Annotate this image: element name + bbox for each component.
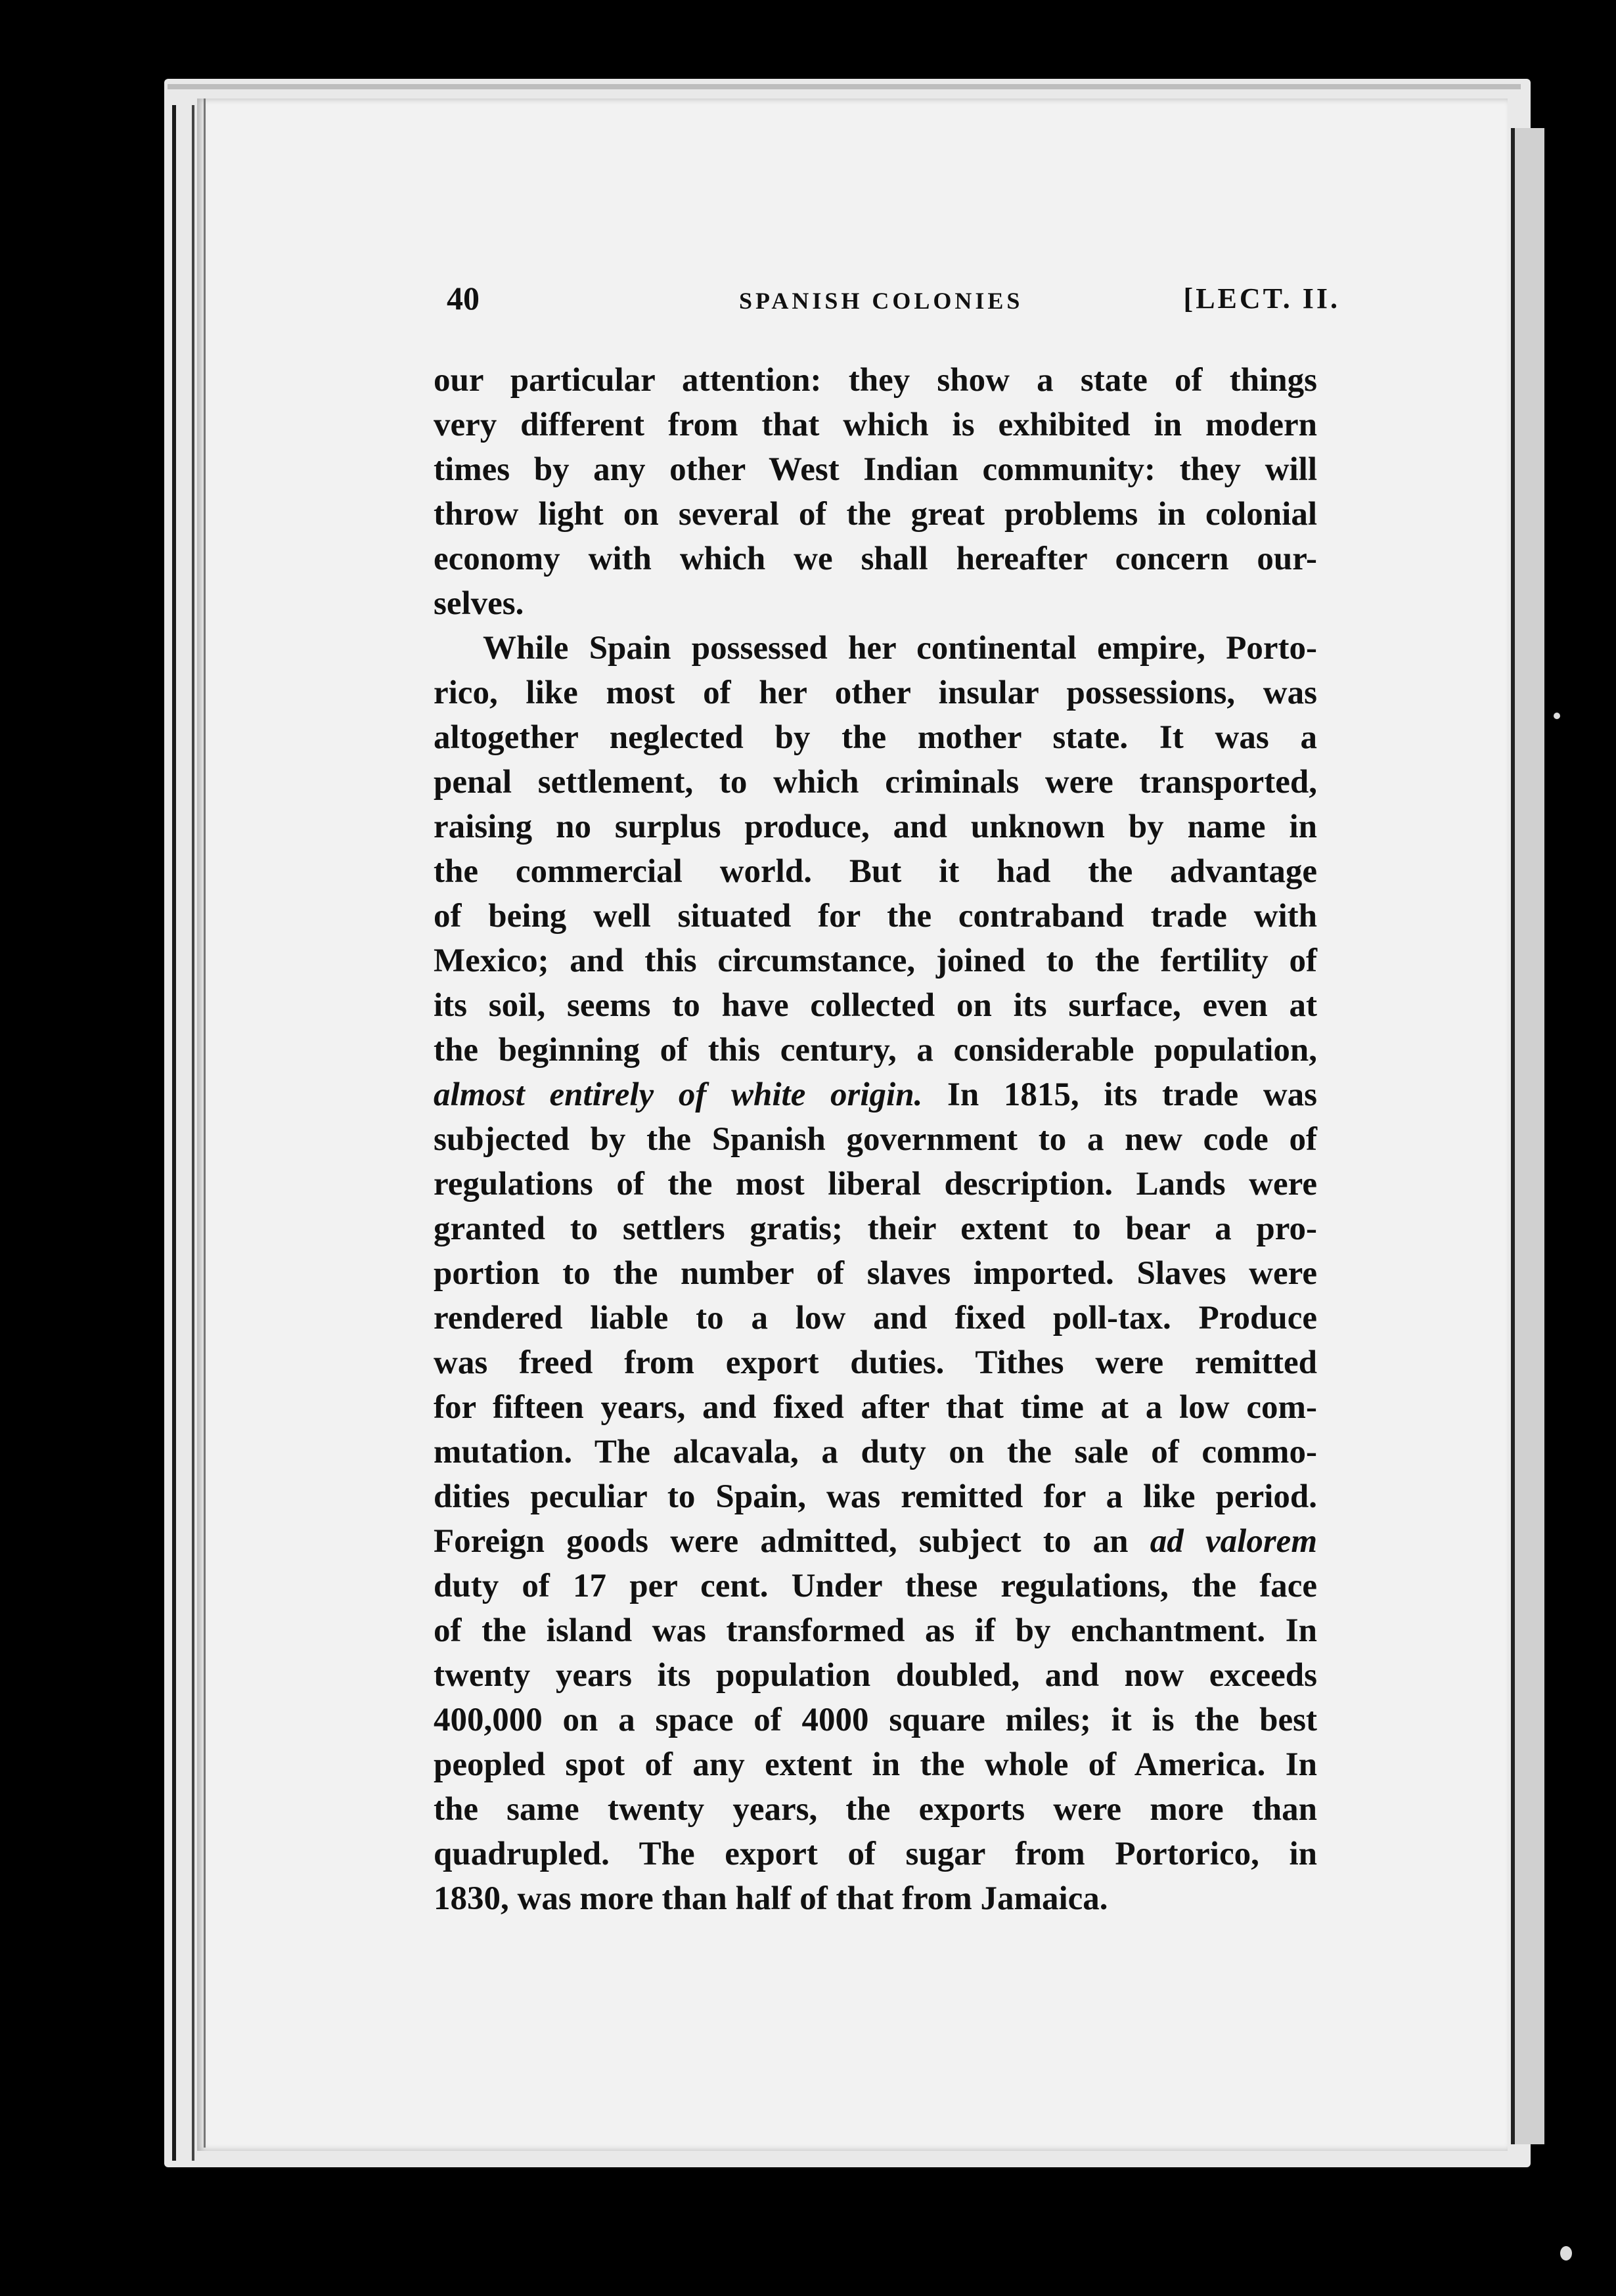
text-line: for fifteen years, and fixed after that time at a low com- xyxy=(434,1389,1317,1426)
text-line: granted to settlers gratis; their extent to bear a pro- xyxy=(434,1210,1317,1247)
text-line: raising no surplus produce, and unknown by name in xyxy=(434,808,1317,845)
paragraph xyxy=(434,626,1317,1921)
text-line: times by any other West Indian community: they will xyxy=(434,451,1317,488)
text-line: throw light on several of the great problems in colonial xyxy=(434,496,1317,533)
paper-speck xyxy=(1554,713,1560,719)
text-line: twenty years its population doubled, and now exceeds xyxy=(434,1657,1317,1694)
text-line: almost entirely of white origin. In 1815, its trade was xyxy=(434,1076,1317,1113)
running-title: SPANISH COLONIES xyxy=(739,288,1023,314)
text-line: rico, like most of her other insular possessions, was xyxy=(434,674,1317,711)
paper-speck xyxy=(1560,2246,1572,2261)
text-line: While Spain possessed her continental empire, Porto- xyxy=(483,630,1317,667)
text-line: penal settlement, to which criminals were transported, xyxy=(434,764,1317,801)
text-line: quadrupled. The export of sugar from Portorico, in xyxy=(434,1836,1317,1872)
text-line: of the island was transformed as if by enchantment. In xyxy=(434,1612,1317,1649)
gutter-shadow xyxy=(172,105,176,2161)
text-line: dities peculiar to Spain, was remitted for a like period. xyxy=(434,1478,1317,1515)
text-line: 400,000 on a space of 4000 square miles; it is the best xyxy=(434,1702,1317,1738)
text-line: mutation. The alcavala, a duty on the sale of commo- xyxy=(434,1434,1317,1470)
running-head xyxy=(447,279,1340,332)
next-page-edge xyxy=(1511,128,1544,2144)
text-line: very different from that which is exhibited in modern xyxy=(434,407,1317,443)
text-line: Foreign goods were admitted, subject to an ad valorem xyxy=(434,1523,1317,1560)
text-line: its soil, seems to have collected on its surface, even at xyxy=(434,987,1317,1024)
page-number: 40 xyxy=(447,280,480,317)
text-line: 1830, was more than half of that from Jamaica. xyxy=(434,1880,1108,1917)
text-line: altogether neglected by the mother state. It was a xyxy=(434,719,1317,756)
text-line: regulations of the most liberal description. Lands were xyxy=(434,1166,1317,1203)
text-line: peopled spot of any extent in the whole of America. In xyxy=(434,1746,1317,1783)
page-top-edge xyxy=(168,84,1521,89)
text-line: the same twenty years, the exports were more than xyxy=(434,1791,1317,1828)
text-line: selves. xyxy=(434,585,524,622)
text-line: the commercial world. But it had the advantage xyxy=(434,853,1317,890)
text-line: subjected by the Spanish government to a new code of xyxy=(434,1121,1317,1158)
text-line: our particular attention: they show a state of things xyxy=(434,362,1317,399)
gutter-shadow xyxy=(204,99,206,2148)
text-line: the beginning of this century, a considerable population, xyxy=(434,1032,1317,1069)
chapter-reference: [LECT. II. xyxy=(1183,282,1340,315)
text-line: of being well situated for the contraband trade with xyxy=(434,898,1317,935)
text-line: was freed from export duties. Tithes were remitted xyxy=(434,1344,1317,1381)
paragraph xyxy=(434,358,1317,626)
gutter-shadow xyxy=(192,105,194,2161)
text-line: rendered liable to a low and fixed poll-tax. Produce xyxy=(434,1300,1317,1336)
text-line: economy with which we shall hereafter concern our- xyxy=(434,541,1317,577)
text-line: Mexico; and this circumstance, joined to the fertility of xyxy=(434,942,1317,979)
text-line: duty of 17 per cent. Under these regulations, the face xyxy=(434,1568,1317,1604)
text-line: portion to the number of slaves imported. Slaves were xyxy=(434,1255,1317,1292)
body-text xyxy=(434,358,1317,1921)
